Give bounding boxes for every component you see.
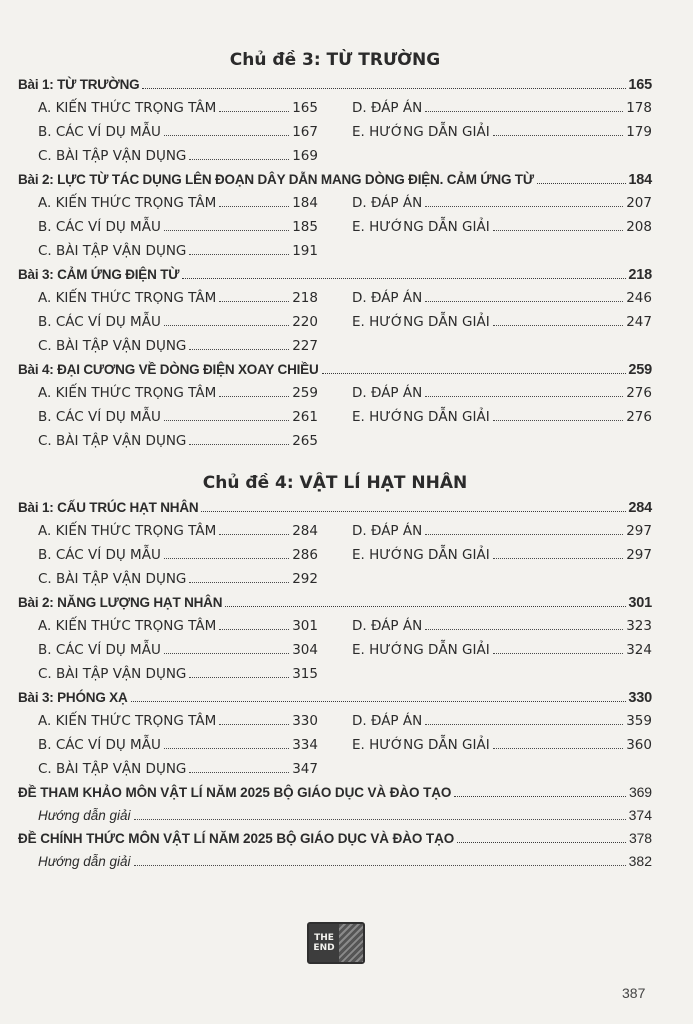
item-page: 330 [292, 713, 318, 729]
lesson-page: 184 [628, 172, 652, 188]
exam-title: ĐỀ CHÍNH THỨC MÔN VẬT LÍ NĂM 2025 BỘ GIÁO DỤC VÀ ĐÀO TẠO [18, 831, 455, 846]
item-page: 301 [292, 618, 318, 634]
item-page: 191 [292, 243, 318, 259]
dot-leader [219, 724, 289, 725]
item-page: 208 [626, 219, 652, 235]
toc-item[interactable] [352, 405, 652, 429]
dot-leader [493, 420, 624, 421]
toc-subrow [18, 310, 652, 334]
item-label: A. KIẾN THỨC TRỌNG TÂM [38, 713, 217, 729]
dot-leader [189, 582, 289, 583]
item-label: B. CÁC VÍ DỤ MẪU [38, 547, 161, 563]
toc-item[interactable] [352, 310, 652, 334]
dot-leader [425, 301, 623, 302]
dot-leader [493, 558, 624, 559]
exam-entry[interactable] [18, 781, 652, 804]
item-label: B. CÁC VÍ DỤ MẪU [38, 409, 161, 425]
toc-item[interactable] [38, 381, 318, 405]
exam-page: 378 [628, 830, 652, 846]
item-page: 297 [626, 523, 652, 539]
dot-leader [493, 325, 624, 326]
item-label: C. BÀI TẬP VẬN DỤNG [38, 433, 187, 449]
toc-item[interactable] [352, 191, 652, 215]
lesson-page: 301 [628, 595, 652, 611]
lesson-title: Bài 1: CẤU TRÚC HẠT NHÂN [18, 500, 199, 515]
item-label: E. HƯỚNG DẪN GIẢI [352, 642, 490, 658]
toc-subrow [18, 96, 652, 120]
toc-item[interactable] [352, 286, 652, 310]
page-number: 387 [622, 985, 646, 1001]
dot-leader [219, 534, 289, 535]
item-page: 286 [292, 547, 318, 563]
toc-item[interactable] [38, 191, 318, 215]
dot-leader [164, 748, 289, 749]
toc-item[interactable] [38, 543, 318, 567]
dot-leader [164, 325, 289, 326]
toc-subrow [18, 614, 652, 638]
item-page: 259 [292, 385, 318, 401]
toc-item[interactable] [352, 543, 652, 567]
exam-entry[interactable] [18, 827, 652, 850]
exam-page: 369 [628, 784, 652, 800]
item-label: B. CÁC VÍ DỤ MẪU [38, 314, 161, 330]
guide-label: Hướng dẫn giải [38, 854, 131, 869]
toc-item[interactable] [38, 638, 318, 662]
toc-item[interactable] [38, 334, 318, 358]
guide-label: Hướng dẫn giải [38, 808, 131, 823]
lesson-title: Bài 4: ĐẠI CƯƠNG VỀ DÒNG ĐIỆN XOAY CHIỀU [18, 362, 319, 377]
item-page: 218 [292, 290, 318, 306]
lesson-entry[interactable] [18, 358, 652, 381]
toc-subrow [18, 709, 652, 733]
item-label: C. BÀI TẬP VẬN DỤNG [38, 761, 187, 777]
table-of-contents [18, 0, 652, 873]
dot-leader [134, 865, 626, 866]
item-page: 179 [626, 124, 652, 140]
item-page: 292 [292, 571, 318, 587]
toc-subrow [18, 215, 652, 239]
lesson-entry[interactable] [18, 73, 652, 96]
lesson-entry[interactable] [18, 263, 652, 286]
toc-item[interactable] [38, 405, 318, 429]
toc-item[interactable] [38, 96, 318, 120]
toc-item[interactable] [38, 519, 318, 543]
dot-leader [454, 796, 626, 797]
lesson-page: 259 [628, 362, 652, 378]
toc-subrow [18, 334, 652, 358]
toc-item[interactable] [38, 120, 318, 144]
dot-leader [164, 230, 289, 231]
toc-subrow [18, 567, 652, 591]
item-page: 207 [626, 195, 652, 211]
dot-leader [164, 420, 289, 421]
the-end-label [309, 924, 339, 962]
dot-leader [189, 677, 289, 678]
item-label: E. HƯỚNG DẪN GIẢI [352, 547, 490, 563]
lesson-entry[interactable] [18, 591, 652, 614]
toc-subrow [18, 662, 652, 686]
toc-item[interactable] [352, 120, 652, 144]
item-page: 165 [292, 100, 318, 116]
toc-subrow [18, 638, 652, 662]
dot-leader [322, 373, 627, 374]
item-label: B. CÁC VÍ DỤ MẪU [38, 219, 161, 235]
item-label: E. HƯỚNG DẪN GIẢI [352, 124, 490, 140]
toc-item[interactable] [38, 239, 318, 263]
dot-leader [189, 254, 289, 255]
toc-item[interactable] [38, 429, 318, 453]
lesson-title: Bài 3: PHÓNG XẠ [18, 690, 128, 705]
dot-leader [493, 230, 624, 231]
toc-subrow [18, 120, 652, 144]
dot-leader [201, 511, 626, 512]
item-page: 167 [292, 124, 318, 140]
toc-item[interactable] [352, 638, 652, 662]
toc-subrow [18, 381, 652, 405]
item-page: 324 [626, 642, 652, 658]
toc-subrow [18, 144, 652, 168]
item-label: A. KIẾN THỨC TRỌNG TÂM [38, 290, 217, 306]
item-page: 360 [626, 737, 652, 753]
guide-page: 382 [628, 853, 652, 869]
guide-entry[interactable] [38, 850, 652, 873]
lesson-page: 284 [628, 500, 652, 516]
the-end-line2: END [313, 943, 335, 953]
item-page: 184 [292, 195, 318, 211]
item-label: A. KIẾN THỨC TRỌNG TÂM [38, 100, 217, 116]
toc-item[interactable] [352, 215, 652, 239]
dot-leader [189, 772, 289, 773]
item-label: C. BÀI TẬP VẬN DỤNG [38, 148, 187, 164]
toc-item[interactable] [352, 709, 652, 733]
item-page: 284 [292, 523, 318, 539]
the-end-book-icon [307, 922, 365, 964]
item-label: E. HƯỚNG DẪN GIẢI [352, 409, 490, 425]
lesson-entry[interactable] [18, 686, 652, 709]
item-page: 347 [292, 761, 318, 777]
dot-leader [537, 183, 627, 184]
dot-leader [425, 206, 623, 207]
toc-item[interactable] [352, 96, 652, 120]
item-label: D. ĐÁP ÁN [352, 618, 423, 634]
item-page: 323 [626, 618, 652, 634]
dot-leader [219, 629, 289, 630]
dot-leader [219, 301, 289, 302]
item-page: 359 [626, 713, 652, 729]
item-label: D. ĐÁP ÁN [352, 713, 423, 729]
dot-leader [164, 558, 289, 559]
lesson-page: 218 [628, 267, 652, 283]
toc-item[interactable] [38, 215, 318, 239]
item-page: 178 [626, 100, 652, 116]
dot-leader [189, 444, 289, 445]
item-label: A. KIẾN THỨC TRỌNG TÂM [38, 618, 217, 634]
toc-subrow [18, 733, 652, 757]
guide-page: 374 [628, 807, 652, 823]
exam-title: ĐỀ THAM KHẢO MÔN VẬT LÍ NĂM 2025 BỘ GIÁO DỤC VÀ ĐÀO TẠO [18, 785, 452, 800]
item-label: D. ĐÁP ÁN [352, 290, 423, 306]
dot-leader [134, 819, 626, 820]
lesson-title: Bài 1: TỪ TRƯỜNG [18, 77, 140, 92]
toc-item[interactable] [38, 662, 318, 686]
item-page: 247 [626, 314, 652, 330]
item-label: B. CÁC VÍ DỤ MẪU [38, 737, 161, 753]
dot-leader [225, 606, 626, 607]
item-page: 276 [626, 385, 652, 401]
toc-item[interactable] [38, 757, 318, 781]
toc-subrow [18, 239, 652, 263]
toc-item[interactable] [38, 286, 318, 310]
dot-leader [182, 278, 626, 279]
item-label: A. KIẾN THỨC TRỌNG TÂM [38, 195, 217, 211]
toc-subrow [18, 429, 652, 453]
dot-leader [131, 701, 627, 702]
dot-leader [493, 135, 624, 136]
item-page: 220 [292, 314, 318, 330]
lesson-title: Bài 3: CẢM ỨNG ĐIỆN TỪ [18, 267, 180, 282]
toc-subrow [18, 405, 652, 429]
item-page: 227 [292, 338, 318, 354]
lesson-page: 165 [628, 77, 652, 93]
the-end-line1: THE [314, 933, 334, 943]
dot-leader [164, 135, 289, 136]
dot-leader [219, 206, 289, 207]
item-label: C. BÀI TẬP VẬN DỤNG [38, 666, 187, 682]
lesson-entry[interactable] [18, 496, 652, 519]
toc-item[interactable] [352, 733, 652, 757]
item-label: C. BÀI TẬP VẬN DỤNG [38, 338, 187, 354]
dot-leader [219, 111, 289, 112]
item-page: 246 [626, 290, 652, 306]
item-label: D. ĐÁP ÁN [352, 100, 423, 116]
dot-leader [425, 534, 623, 535]
toc-item[interactable] [38, 567, 318, 591]
item-label: E. HƯỚNG DẪN GIẢI [352, 314, 490, 330]
dot-leader [425, 396, 623, 397]
dot-leader [142, 88, 626, 89]
dot-leader [189, 349, 289, 350]
item-page: 185 [292, 219, 318, 235]
item-label: B. CÁC VÍ DỤ MẪU [38, 124, 161, 140]
item-page: 315 [292, 666, 318, 682]
item-page: 261 [292, 409, 318, 425]
lesson-title: Bài 2: LỰC TỪ TÁC DỤNG LÊN ĐOẠN DÂY DẪN MANG DÒNG ĐIỆN. CẢM ỨNG TỪ [18, 172, 534, 187]
item-page: 297 [626, 547, 652, 563]
guide-entry[interactable] [38, 804, 652, 827]
dot-leader [493, 653, 624, 654]
dot-leader [425, 111, 623, 112]
toc-subrow [18, 519, 652, 543]
toc-subrow [18, 757, 652, 781]
dot-leader [219, 396, 289, 397]
item-label: B. CÁC VÍ DỤ MẪU [38, 642, 161, 658]
toc-item[interactable] [38, 310, 318, 334]
toc-subrow [18, 286, 652, 310]
book-pages-shade [339, 924, 363, 962]
toc-item[interactable] [38, 733, 318, 757]
item-label: D. ĐÁP ÁN [352, 523, 423, 539]
toc-item[interactable] [352, 519, 652, 543]
item-label: C. BÀI TẬP VẬN DỤNG [38, 571, 187, 587]
item-page: 304 [292, 642, 318, 658]
dot-leader [164, 653, 289, 654]
dot-leader [457, 842, 626, 843]
toc-item[interactable] [38, 709, 318, 733]
lesson-title: Bài 2: NĂNG LƯỢNG HẠT NHÂN [18, 595, 223, 610]
item-label: A. KIẾN THỨC TRỌNG TÂM [38, 385, 217, 401]
dot-leader [425, 724, 623, 725]
toc-subrow [18, 543, 652, 567]
item-page: 265 [292, 433, 318, 449]
item-label: A. KIẾN THỨC TRỌNG TÂM [38, 523, 217, 539]
item-label: E. HƯỚNG DẪN GIẢI [352, 219, 490, 235]
item-page: 334 [292, 737, 318, 753]
chapter-title: Chủ đề 4: VẬT LÍ HẠT NHÂN [202, 473, 468, 493]
toc-item[interactable] [38, 614, 318, 638]
toc-item[interactable] [352, 381, 652, 405]
lesson-page: 330 [628, 690, 652, 706]
dot-leader [189, 159, 289, 160]
item-label: D. ĐÁP ÁN [352, 385, 423, 401]
item-page: 276 [626, 409, 652, 425]
toc-item[interactable] [38, 144, 318, 168]
item-label: D. ĐÁP ÁN [352, 195, 423, 211]
dot-leader [493, 748, 624, 749]
item-label: E. HƯỚNG DẪN GIẢI [352, 737, 490, 753]
lesson-entry[interactable] [18, 168, 652, 191]
toc-item[interactable] [352, 614, 652, 638]
toc-subrow [18, 191, 652, 215]
item-label: C. BÀI TẬP VẬN DỤNG [38, 243, 187, 259]
dot-leader [425, 629, 623, 630]
chapter-title: Chủ đề 3: TỪ TRƯỜNG [229, 50, 441, 70]
item-page: 169 [292, 148, 318, 164]
